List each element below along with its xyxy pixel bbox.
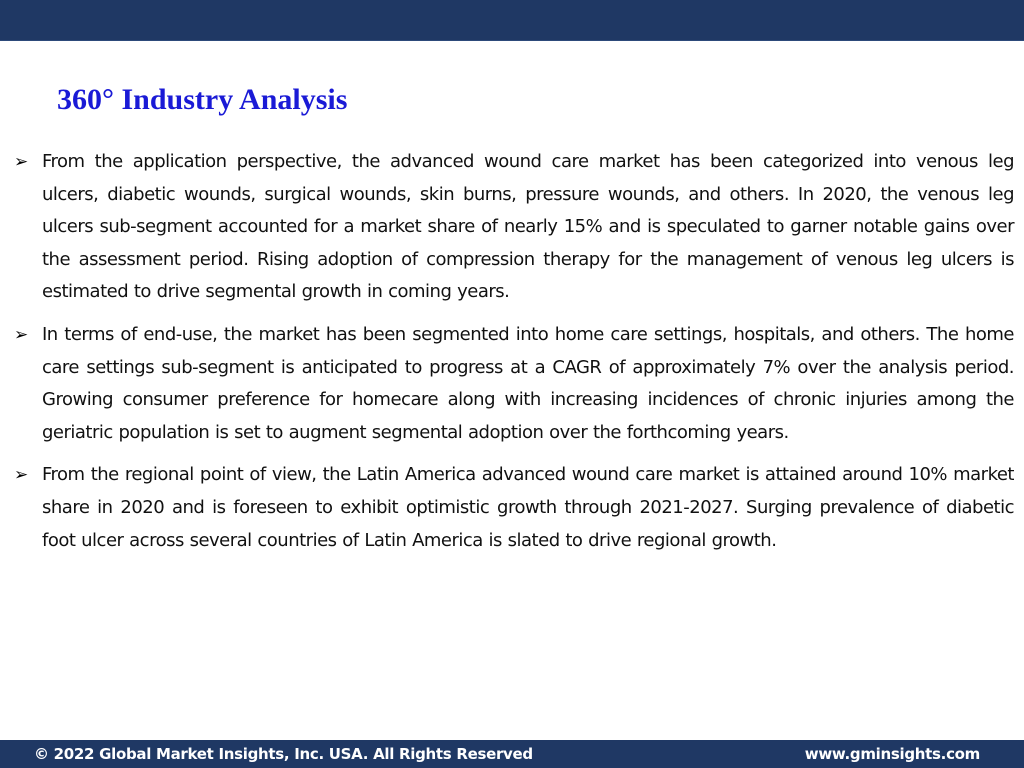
header-bar — [0, 0, 1024, 41]
bullet-item-application — [14, 146, 1014, 309]
bullet-text: From the application perspective, the advanced wound care market has been categorized into venous leg ulcers, diabetic wounds, surgical wounds, skin burns, pressure wounds, and others. In 2020, the venous leg ulcers sub-segment accounted for a market share of nearly 15% and is speculated to garner notable gains over the assessment period. Rising adoption of compression therapy for the management of venous leg ulcers is estimated to drive segmental growth in coming years. — [42, 151, 1014, 303]
arrowhead-bullet-icon: ➢ — [14, 324, 29, 345]
bullet-text: In terms of end-use, the market has been segmented into home care settings, hospitals, and others. The home care settings sub-segment is anticipated to progress at a CAGR of approximately 7% over the analysis period. Growing consumer preference for homecare along with increasing incidences of chronic injuries among the geriatric population is set to augment segmental adoption over the forthcoming years. — [42, 323, 1014, 443]
arrowhead-bullet-icon: ➢ — [14, 465, 29, 486]
bullet-text: From the regional point of view, the Latin America advanced wound care market is attained around 10% market share in 2020 and is foreseen to exhibit optimistic growth through 2021-2027. Surging prevalence of diabetic foot ulcer across several countries of Latin America is slated to drive regional growth. — [42, 464, 1014, 551]
website-link[interactable]: www.gminsights.com — [804, 745, 980, 763]
bullet-item-regional — [14, 459, 1014, 557]
page-title: 360° Industry Analysis — [57, 83, 348, 116]
footer-bar — [0, 740, 1024, 768]
bullet-item-end-use — [14, 319, 1014, 449]
copyright-text: © 2022 Global Market Insights, Inc. USA. All Rights Reserved — [34, 745, 533, 763]
bullet-list — [14, 146, 1014, 567]
arrowhead-bullet-icon: ➢ — [14, 152, 29, 172]
